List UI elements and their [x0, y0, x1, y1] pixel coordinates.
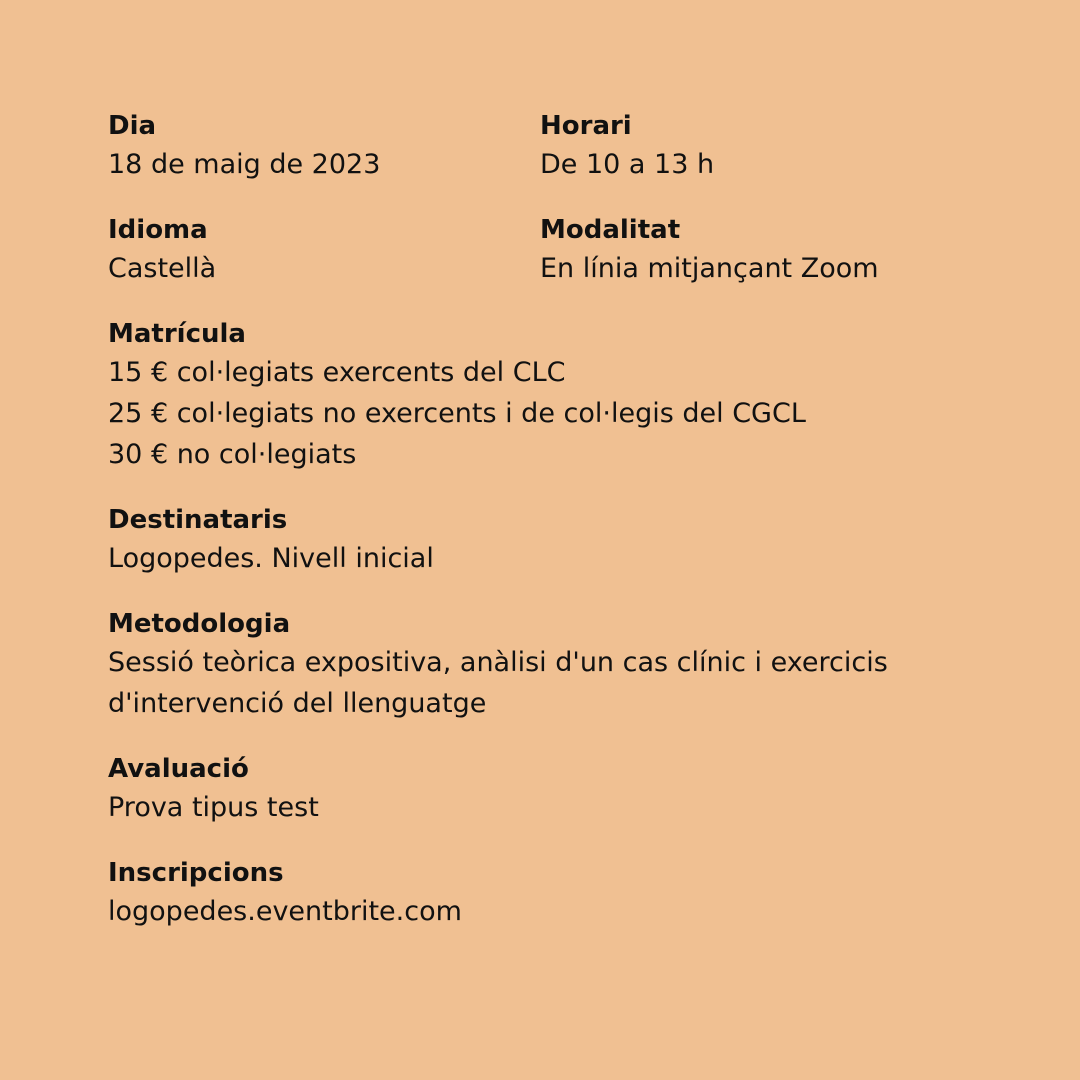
matricula-section	[108, 316, 988, 475]
dia-heading: Dia	[108, 111, 157, 141]
matricula-line: 15 € col·legiats exercents del CLC	[108, 357, 566, 388]
horari-section	[540, 108, 980, 185]
dia-section	[108, 108, 540, 185]
idioma-value: Castellà	[108, 253, 217, 284]
dia-value: 18 de maig de 2023	[108, 149, 381, 180]
horari-value: De 10 a 13 h	[540, 149, 715, 180]
inscripcions-section	[108, 855, 988, 932]
idioma-heading: Idioma	[108, 215, 208, 245]
matricula-line: 30 € no col·legiats	[108, 439, 357, 470]
modalitat-heading: Modalitat	[540, 215, 681, 245]
metodologia-line: Sessió teòrica expositiva, anàlisi d'un cas clínic i exercicis	[108, 647, 888, 678]
inscripcions-link[interactable]: logopedes.eventbrite.com	[108, 896, 462, 927]
avaluacio-heading: Avaluació	[108, 754, 249, 784]
course-info-card	[108, 108, 988, 959]
metodologia-line: d'intervenció del llenguatge	[108, 688, 487, 719]
matricula-heading: Matrícula	[108, 319, 246, 349]
metodologia-section	[108, 606, 988, 724]
matricula-line: 25 € col·legiats no exercents i de col·legis del CGCL	[108, 398, 806, 429]
row-date-time	[108, 108, 988, 212]
destinataris-value: Logopedes. Nivell inicial	[108, 543, 434, 574]
row-language-mode	[108, 212, 988, 316]
avaluacio-value: Prova tipus test	[108, 792, 319, 823]
metodologia-heading: Metodologia	[108, 609, 291, 639]
horari-heading: Horari	[540, 111, 632, 141]
avaluacio-section	[108, 751, 988, 828]
inscripcions-heading: Inscripcions	[108, 858, 284, 888]
destinataris-heading: Destinataris	[108, 505, 288, 535]
destinataris-section	[108, 502, 988, 579]
idioma-section	[108, 212, 540, 289]
modalitat-value: En línia mitjançant Zoom	[540, 253, 879, 284]
modalitat-section	[540, 212, 980, 289]
